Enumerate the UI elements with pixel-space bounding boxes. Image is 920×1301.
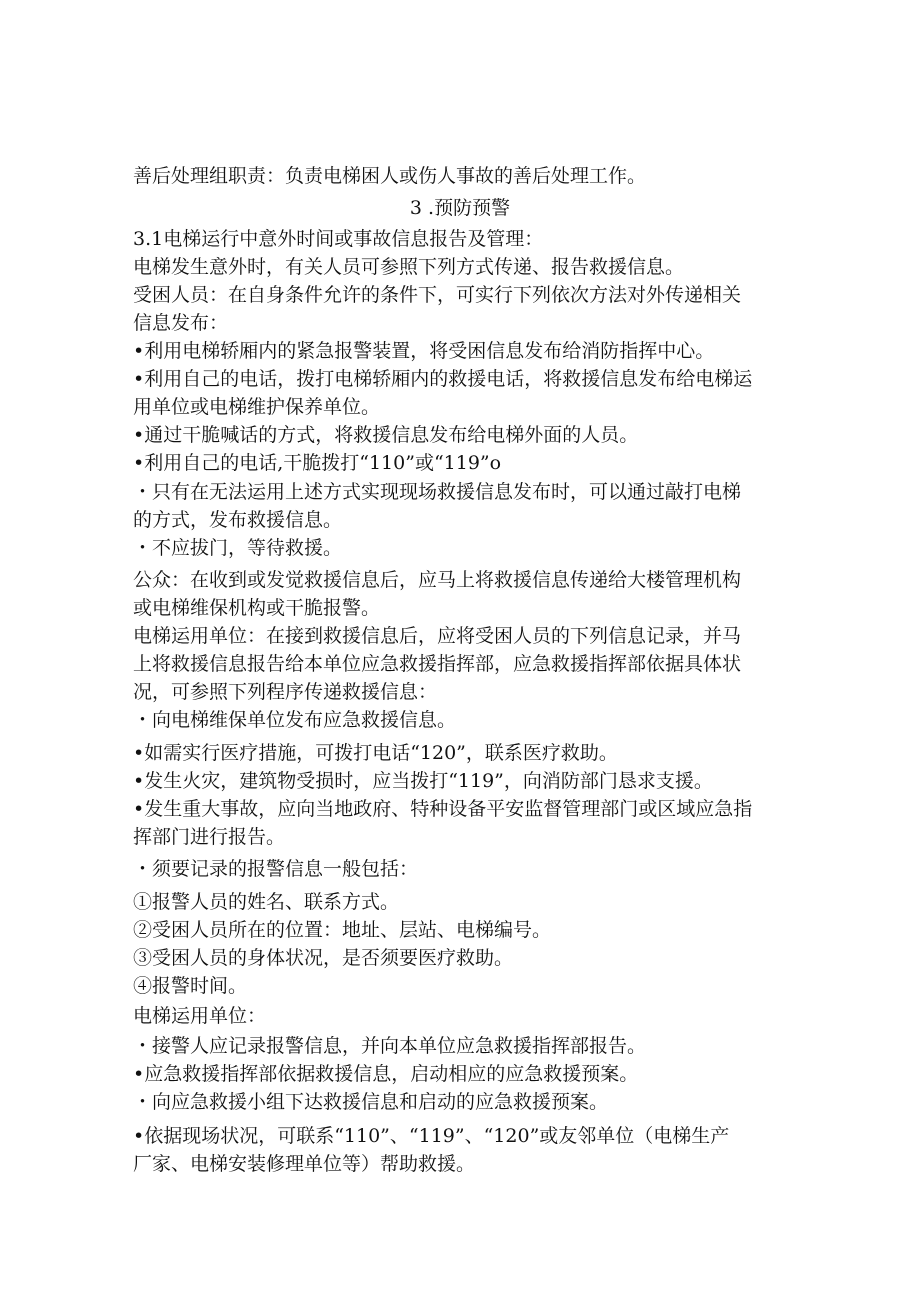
body-line: •发生重大事故，应向当地政府、特种设备平安监督管理部门或区域应急指 [133,798,753,820]
body-line: •发生火灾，建筑物受损时，应当拨打“119”，向消防部门恳求支援。 [133,770,713,792]
body-line: 厂家、电梯安装修理单位等）帮助救援。 [133,1153,476,1175]
body-line: ・向电梯维保单位发布应急救援信息。 [133,709,457,731]
body-line: •如需实行医疗措施，可拨打电话“120”，联系医疗救助。 [133,742,618,764]
body-line: ・须要记录的报警信息一般包括： [133,858,419,880]
body-line: 用单位或电梯维护保养单位。 [133,396,381,418]
body-line: •应急救援指挥部依据救援信息，启动相应的应急救援预案。 [133,1063,639,1085]
body-line: ①报警人员的姓名、联系方式。 [133,891,400,913]
body-line: •利用自己的电话,干脆拨打“110”或“119”o [133,452,502,474]
body-line: ・不应拔门，等待救援。 [133,537,343,559]
section-heading: 3 .预防预警 [409,197,511,219]
body-line: 电梯运用单位： [133,1005,267,1027]
body-line: 公众：在收到或发觉救援信息后，应马上将救援信息传递给大楼管理机构 [133,569,742,591]
body-line: ②受困人员所在的位置：地址、层站、电梯编号。 [133,919,552,941]
body-line: •利用电梯轿厢内的紧急报警装置，将受困信息发布给消防指挥中心。 [133,340,715,362]
body-line: ・只有在无法运用上述方式实现现场救援信息发布时，可以通过敲打电梯 [133,481,742,503]
body-line: 或电梯维保机构或干脆报警。 [133,597,381,619]
body-line: 3.1电梯运行中意外时间或事故信息报告及管理： [133,228,544,250]
body-line: 信息发布： [133,312,229,334]
body-line: 受困人员：在自身条件允许的条件下，可实行下列依次方法对外传递相关 [133,284,742,306]
intro-line: 善后处理组职责：负责电梯困人或伤人事故的善后处理工作。 [133,165,647,187]
body-line: 电梯发生意外时，有关人员可参照下列方式传递、报告救援信息。 [133,256,685,278]
body-line: ③受困人员的身体状况，是否须要医疗救助。 [133,947,514,969]
body-line: 况，可参照下列程序传递救援信息： [133,681,438,703]
body-line: •依据现场状况，可联系“110”、“119”、“120”或友邻单位（电梯生产 [133,1125,730,1147]
body-line: ・接警人应记录报警信息，并向本单位应急救援指挥部报告。 [133,1035,647,1057]
body-line: •利用自己的电话，拨打电梯轿厢内的救援电话，将救援信息发布给电梯运 [133,368,753,390]
body-line: 的方式，发布救援信息。 [133,509,343,531]
body-line: 上将救援信息报告给本单位应急救援指挥部，应急救援指挥部依据具体状 [133,653,742,675]
body-line: •通过干脆喊话的方式，将救援信息发布给电梯外面的人员。 [133,424,639,446]
body-line: 挥部门进行报告。 [133,826,286,848]
body-line: 电梯运用单位：在接到救援信息后，应将受困人员的下列信息记录，并马 [133,625,742,647]
body-line: ・向应急救援小组下达救援信息和启动的应急救援预案。 [133,1091,609,1113]
body-line: ④报警时间。 [133,975,248,997]
